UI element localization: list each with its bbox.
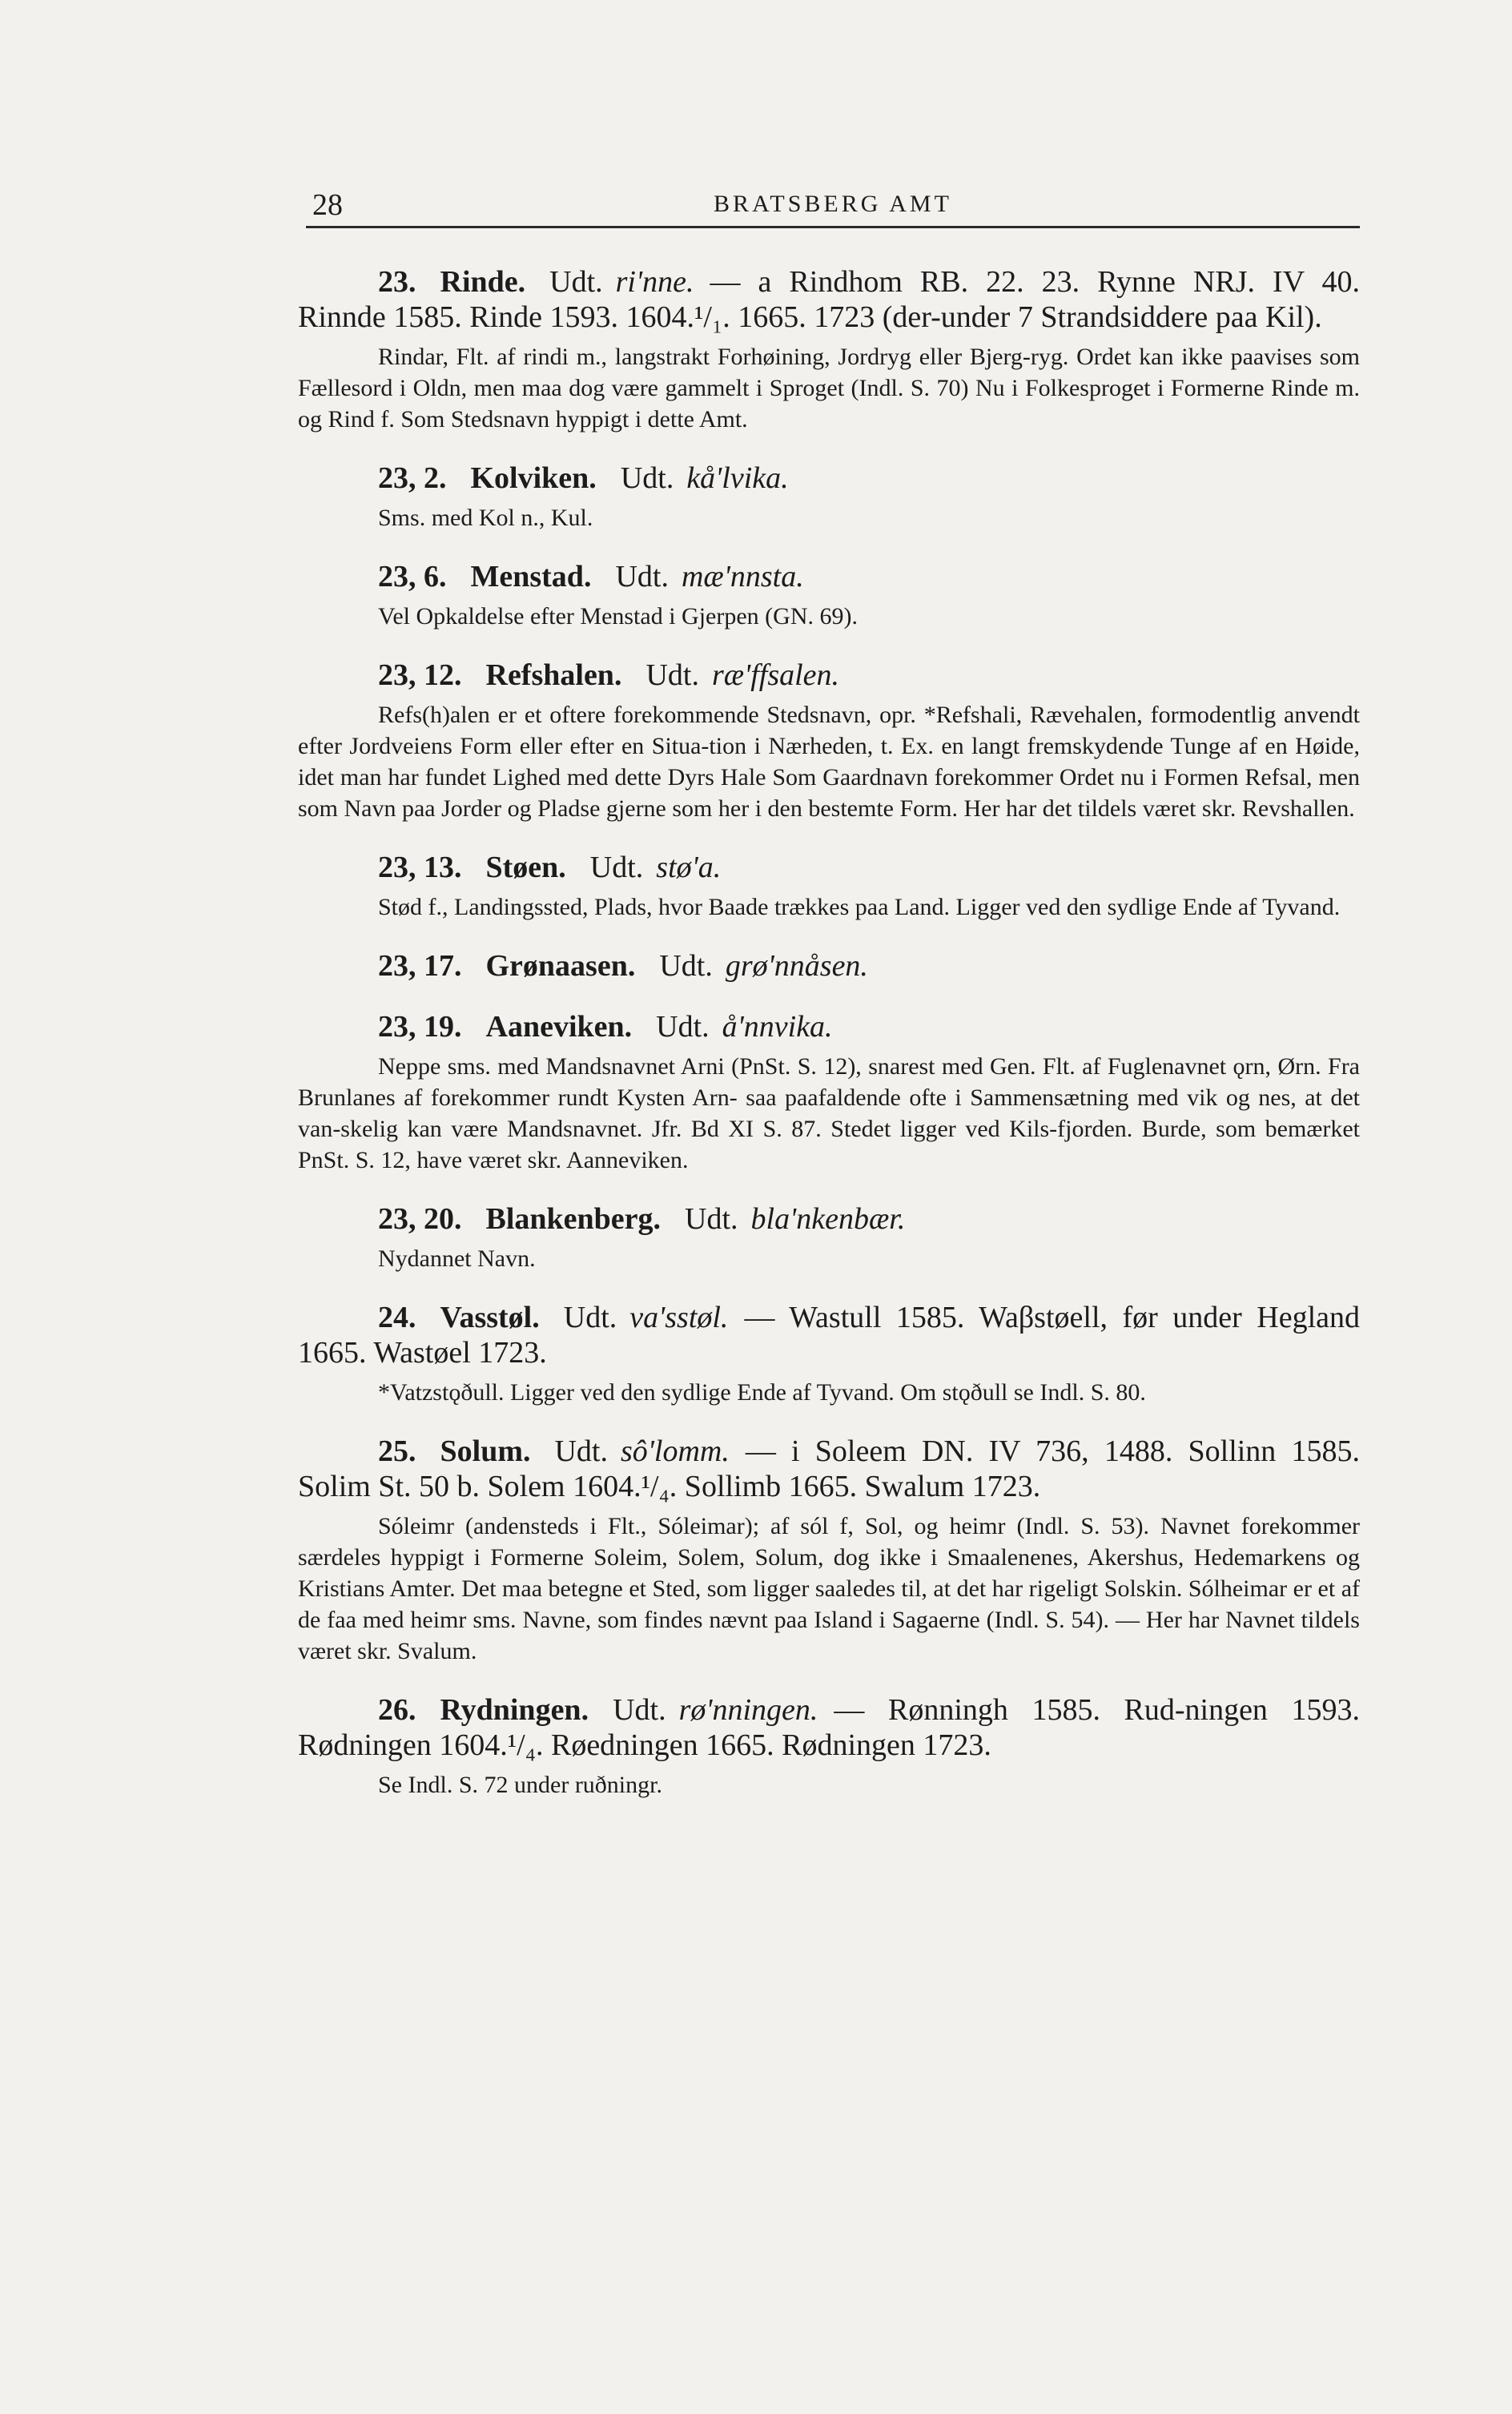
entry-note: Vel Opkaldelse efter Menstad i Gjerpen (GN. 69). (378, 603, 858, 630)
entry-number: 23, 12. (378, 658, 462, 692)
entry-heading (298, 1434, 1360, 1504)
udt-label: Udt. (554, 1434, 608, 1468)
udt-label: Udt. (645, 658, 699, 692)
entry-heading (298, 1300, 1360, 1370)
entry-heading (298, 948, 1360, 984)
entry-number: 26. (378, 1693, 416, 1727)
entry-number: 23, 19. (378, 1010, 462, 1044)
udt-label: Udt. (613, 1693, 666, 1727)
udt-label: Udt. (685, 1202, 738, 1236)
entry-number: 23, 13. (378, 851, 462, 884)
pronunciation: grø'nnåsen. (725, 949, 868, 983)
entry-name: Rydningen. (440, 1693, 589, 1727)
entry-vasstol (298, 1300, 1360, 1408)
running-title: BRATSBERG AMT (714, 191, 952, 217)
pronunciation: sô'lomm. (620, 1434, 730, 1468)
entry-sources: — i Soleem DN. IV 736, 1488. Sollinn 1585. Solim St. 50 b. Solem 1604.¹/₄. Sollimb 1665. Swalum 1723. (298, 1434, 1360, 1503)
entry-kolviken (298, 461, 1360, 533)
pronunciation: va'sstøl. (629, 1301, 729, 1334)
entry-note: Sóleimr (andensteds i Flt., Sóleimar); af sól f, Sol, og heimr (Indl. S. 53). Navnet forekommer særdeles hyppigt i Formerne Soleim, Solem, Solum, dog ikke i Smaalenenes, Akershus, Hedemarkens og Kristians Amter. Det maa betegne et Sted, som ligger saaledes til, at det har rigeligt Solskin. Sólheimar er et af de faa med heimr sms. Navne, som findes nævnt paa Island i Sagaerne (Indl. S. 54). — Her har Navnet tildels været skr. Svalum. (298, 1513, 1360, 1664)
page-header (306, 186, 1360, 228)
entry-note: Rindar, Flt. af rindi m., langstrakt Forhøining, Jordryg eller Bjerg-ryg. Ordet kan ikke paavises som Fællesord i Oldn, men maa dog være gammelt i Sproget (Indl. S. 70) Nu i Folkesproget i Formerne Rinde m. og Rind f. Som Stedsnavn hyppigt i dette Amt. (298, 344, 1360, 433)
entry-rydningen (298, 1692, 1360, 1800)
entry-name: Kolviken. (470, 461, 597, 495)
entry-refshalen (298, 658, 1360, 824)
entry-sources: — a Rindhom RB. 22. 23. Rynne NRJ. IV 40. Rinnde 1585. Rinde 1593. 1604.¹/₁. 1665. 1723 (der-under 7 Strandsiddere paa Kil). (298, 265, 1360, 334)
entry-name: Støen. (485, 851, 566, 884)
entry-heading (298, 559, 1360, 594)
entry-blankenberg (298, 1201, 1360, 1274)
entry-name: Blankenberg. (485, 1202, 662, 1236)
entry-number: 24. (378, 1301, 416, 1334)
entry-note: Stød f., Landingssted, Plads, hvor Baade trækkes paa Land. Ligger ved den sydlige Ende af Tyvand. (378, 894, 1341, 920)
entry-solum (298, 1434, 1360, 1667)
entry-number: 23, 2. (378, 461, 447, 495)
pronunciation: bla'nkenbær. (750, 1202, 906, 1236)
pronunciation: stø'a. (656, 851, 722, 884)
entry-heading (298, 1201, 1360, 1237)
udt-label: Udt. (549, 265, 603, 299)
entry-aaneviken (298, 1009, 1360, 1176)
udt-label: Udt. (563, 1301, 617, 1334)
udt-label: Udt. (659, 949, 713, 983)
entry-number: 23, 17. (378, 949, 462, 983)
entry-name: Aaneviken. (485, 1010, 633, 1044)
page-number: 28 (312, 188, 343, 222)
pronunciation: rø'nningen. (678, 1693, 818, 1727)
entry-note: Nydannet Navn. (378, 1245, 536, 1272)
entry-note: Refs(h)alen er et oftere forekommende Stedsnavn, opr. *Refshali, Rævehalen, formodentlig anvendt efter Jordveiens Form eller efter en Situa-tion i Nærheden, t. Ex. en langt fremskydende Tunge af en Høide, idet man har fundet Lighed med dette Dyrs Hale Som Gaardnavn forekommer Ordet nu i Formen Refsal, men som Navn paa Jorder og Pladse gjerne som her i den bestemte Form. Her har det tildels været skr. Revshallen. (298, 702, 1360, 822)
pronunciation: kå'lvika. (686, 461, 789, 495)
entry-name: Menstad. (470, 560, 592, 593)
entry-note: *Vatzstǫðull. Ligger ved den sydlige Ende af Tyvand. Om stǫðull se Indl. S. 80. (378, 1379, 1146, 1406)
entry-number: 23, 6. (378, 560, 447, 593)
entry-menstad (298, 559, 1360, 632)
entry-note: Sms. med Kol n., Kul. (378, 505, 593, 531)
udt-label: Udt. (656, 1010, 710, 1044)
pronunciation: å'nnvika. (722, 1010, 833, 1044)
entry-heading (298, 1009, 1360, 1044)
entry-number: 23, 20. (378, 1202, 462, 1236)
entries-list (298, 264, 1360, 1800)
entry-gronaasen (298, 948, 1360, 984)
entry-heading (298, 850, 1360, 885)
entry-name: Solum. (440, 1434, 531, 1468)
entry-note: Neppe sms. med Mandsnavnet Arni (PnSt. S. 12), snarest med Gen. Flt. af Fuglenavnet ǫrn, Ørn. Fra Brunlanes af forekommer rundt Kysten Arn- saa paafaldende ofte i Sammensætning med vik og nes, at det van-skelig kan være Mandsnavnet. Jfr. Bd XI S. 87. Stedet ligger ved Kils-fjorden. Burde, som bemærket PnSt. S. 12, have været skr. Aanneviken. (298, 1053, 1360, 1173)
entry-rinde (298, 264, 1360, 435)
entry-stoen (298, 850, 1360, 923)
entry-name: Rinde. (440, 265, 526, 299)
entry-heading (298, 264, 1360, 335)
entry-heading (298, 1692, 1360, 1763)
entry-heading (298, 461, 1360, 496)
entry-name: Refshalen. (485, 658, 622, 692)
pronunciation: mæ'nnsta. (681, 560, 804, 593)
entry-number: 23. (378, 265, 416, 299)
entry-name: Vasstøl. (440, 1301, 540, 1334)
udt-label: Udt. (615, 560, 669, 593)
entry-number: 25. (378, 1434, 416, 1468)
entry-sources: — Wastull 1585. Waβstøell, før under Hegland 1665. Wastøel 1723. (298, 1301, 1360, 1370)
page (298, 0, 1360, 2414)
entry-name: Grønaasen. (485, 949, 636, 983)
udt-label: Udt. (589, 851, 644, 884)
entry-heading (298, 658, 1360, 693)
udt-label: Udt. (620, 461, 674, 495)
pronunciation: ri'nne. (615, 265, 694, 299)
pronunciation: ræ'ffsalen. (711, 658, 840, 692)
entry-sources: — Rønningh 1585. Rud-ningen 1593. Rødningen 1604.¹/₄. Røedningen 1665. Rødningen 1723. (298, 1693, 1360, 1762)
entry-note: Se Indl. S. 72 under ruðningr. (378, 1772, 662, 1798)
